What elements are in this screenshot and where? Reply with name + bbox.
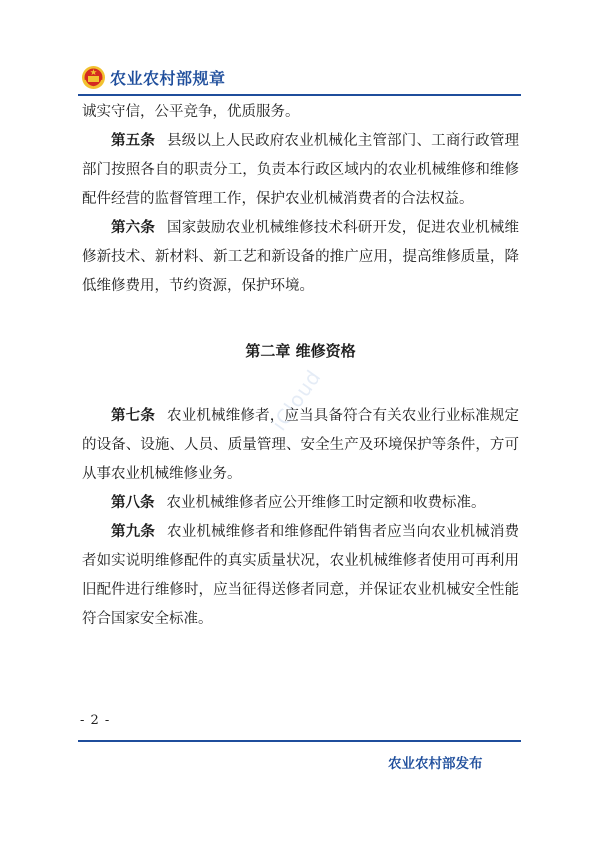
article-label: 第五条 — [111, 133, 156, 149]
article-6 — [82, 214, 519, 301]
header-divider — [78, 94, 521, 96]
watermark-text: iCloud — [266, 364, 326, 436]
page-number: - 2 - — [80, 713, 111, 728]
document-body — [82, 98, 519, 634]
article-text: 农业机械维修者应公开维修工时定额和收费标准。 — [166, 495, 486, 511]
article-label: 第九条 — [111, 524, 156, 540]
header-title: 农业农村部规章 — [110, 68, 226, 88]
footer-divider — [78, 740, 521, 742]
article-label: 第六条 — [111, 220, 156, 236]
article-5 — [82, 127, 519, 214]
article-8 — [82, 489, 519, 518]
national-emblem-icon — [81, 65, 106, 90]
article-7 — [82, 402, 519, 489]
chapter-heading: 第二章 维修资格 — [245, 342, 356, 360]
article-9 — [82, 518, 519, 634]
publisher-label: 农业农村部发布 — [388, 756, 483, 772]
page-header — [81, 63, 226, 91]
article-label: 第八条 — [111, 495, 155, 511]
article-text: 县级以上人民政府农业机械化主管部门、工商行政管理部门按照各自的职责分工，负责本行政区域内的农业机械维修和维修配件经营的监督管理工作，保护农业机械消费者的合法权益。 — [82, 133, 520, 207]
article-label: 第七条 — [111, 408, 156, 424]
article-text: 农业机械维修者和维修配件销售者应当向农业机械消费者如实说明维修配件的真实质量状况，农业机械维修者使用可再利用旧配件进行维修时，应当征得送修者同意，并保证农业机械安全性能符合国家安全标准。 — [82, 524, 520, 627]
paragraph-continuation: 诚实守信，公平竞争，优质服务。 — [82, 104, 300, 120]
article-text: 农业机械维修者，应当具备符合有关农业行业标准规定的设备、设施、人员、质量管理、安全生产及环境保护等条件，方可从事农业机械维修业务。 — [82, 408, 520, 482]
article-text: 国家鼓励农业机械维修技术科研开发，促进农业机械维修新技术、新材料、新工艺和新设备的推广应用，提高维修质量，降低维修费用，节约资源，保护环境。 — [82, 220, 520, 294]
